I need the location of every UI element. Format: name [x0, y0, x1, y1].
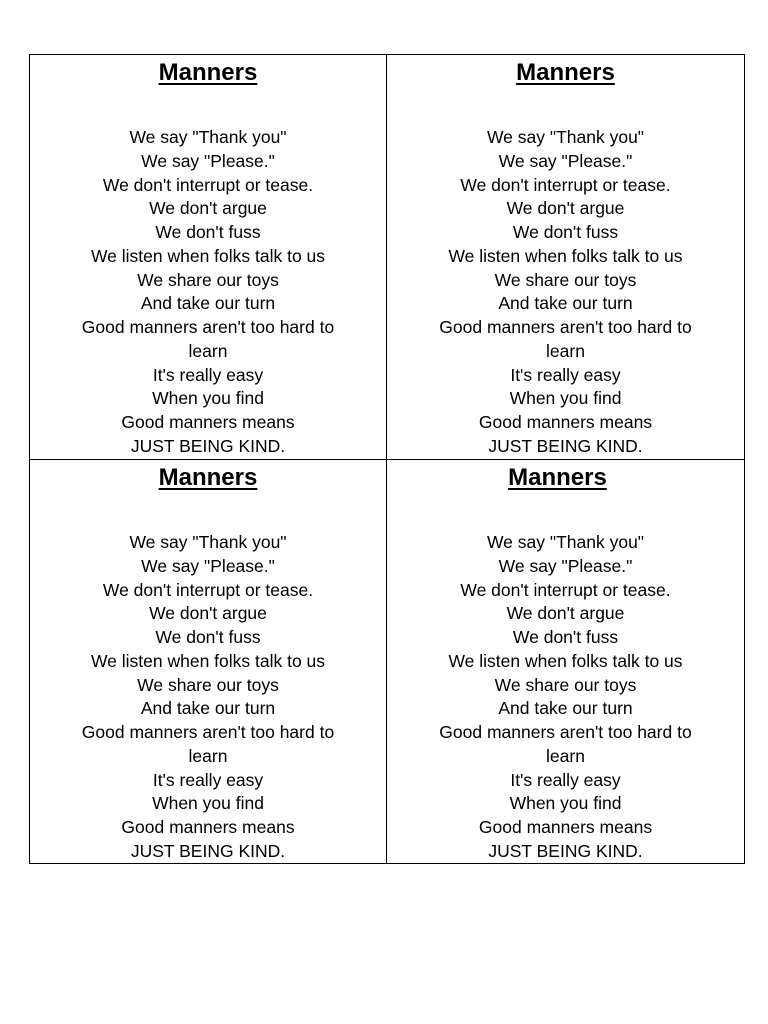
poem-line: JUST BEING KIND. — [130, 435, 286, 456]
poem-line: We don't fuss — [512, 627, 619, 647]
poem-line: learn — [188, 745, 228, 766]
card-title: Manners — [516, 59, 615, 86]
card-title: Manners — [158, 464, 258, 491]
poem-line: We say "Please." — [141, 150, 275, 171]
poem-line: And take our turn — [498, 698, 633, 719]
poem-line: JUST BEING KIND. — [130, 840, 286, 861]
poem-line: We listen when folks talk to us — [90, 245, 326, 266]
poem-line: We share our toys — [494, 269, 637, 290]
poem-line: We say "Thank you" — [129, 127, 287, 147]
poem-line: And take our turn — [140, 698, 276, 719]
poem-line: We don't interrupt or tease. — [102, 174, 314, 195]
poem-line: We don't argue — [506, 603, 625, 624]
poem-line: We don't fuss — [155, 222, 261, 242]
poem-line: learn — [546, 745, 585, 766]
card-poem — [30, 531, 386, 863]
poem-line: learn — [188, 340, 228, 361]
poem-line: Good manners aren't too hard to — [81, 722, 335, 742]
manners-card-bottom-right — [387, 460, 744, 863]
card-title: Manners — [508, 464, 607, 491]
poem-line: It's really easy — [152, 769, 264, 790]
poem-line: When you find — [509, 388, 622, 409]
poem-line: Good manners aren't too hard to — [439, 317, 692, 337]
poem-line: Good manners aren't too hard to — [81, 317, 335, 337]
card-title: Manners — [158, 59, 258, 86]
poem-line: We say "Thank you" — [129, 532, 287, 552]
poem-line: We share our toys — [137, 269, 279, 290]
poem-line: We listen when folks talk to us — [448, 245, 683, 266]
poem-line: We say "Please." — [141, 555, 275, 576]
poem-line: It's really easy — [152, 364, 264, 385]
poem-line: We don't interrupt or tease. — [460, 174, 671, 195]
poem-line: Good manners means — [121, 412, 295, 432]
poem-line: JUST BEING KIND. — [488, 840, 643, 861]
poem-line: When you find — [152, 388, 264, 409]
card-poem — [387, 126, 744, 459]
card-poem — [387, 531, 744, 863]
poem-line: We listen when folks talk to us — [448, 650, 683, 671]
poem-line: Good manners means — [478, 412, 653, 432]
poem-line: We say "Thank you" — [486, 532, 645, 552]
poem-line: learn — [546, 340, 585, 361]
poem-line: When you find — [509, 793, 622, 814]
poem-line: We listen when folks talk to us — [90, 650, 326, 671]
poem-line: We don't interrupt or tease. — [460, 579, 671, 600]
poem-line: We share our toys — [137, 674, 279, 695]
poem-line: We don't fuss — [155, 627, 261, 647]
poem-line: We don't argue — [149, 198, 267, 219]
manners-card-table — [29, 54, 745, 864]
poem-line: And take our turn — [498, 293, 633, 314]
poem-line: We say "Please." — [498, 150, 633, 171]
manners-card-top-right — [387, 55, 744, 460]
poem-line: When you find — [152, 793, 264, 814]
poem-line: We say "Thank you" — [486, 127, 645, 147]
poem-line: Good manners aren't too hard to — [439, 722, 692, 742]
poem-line: We don't argue — [506, 198, 625, 219]
poem-line: We don't interrupt or tease. — [102, 579, 314, 600]
poem-line: Good manners means — [478, 817, 653, 837]
poem-line: We don't argue — [149, 603, 267, 624]
poem-line: We share our toys — [494, 674, 637, 695]
poem-line: JUST BEING KIND. — [488, 435, 643, 456]
poem-line: We say "Please." — [498, 555, 633, 576]
manners-card-bottom-left — [30, 460, 387, 863]
card-poem — [30, 126, 386, 459]
poem-line: And take our turn — [140, 293, 276, 314]
poem-line: It's really easy — [510, 769, 621, 790]
poem-line: We don't fuss — [512, 222, 619, 242]
manners-card-top-left — [30, 55, 387, 460]
poem-line: It's really easy — [510, 364, 621, 385]
poem-line: Good manners means — [121, 817, 295, 837]
